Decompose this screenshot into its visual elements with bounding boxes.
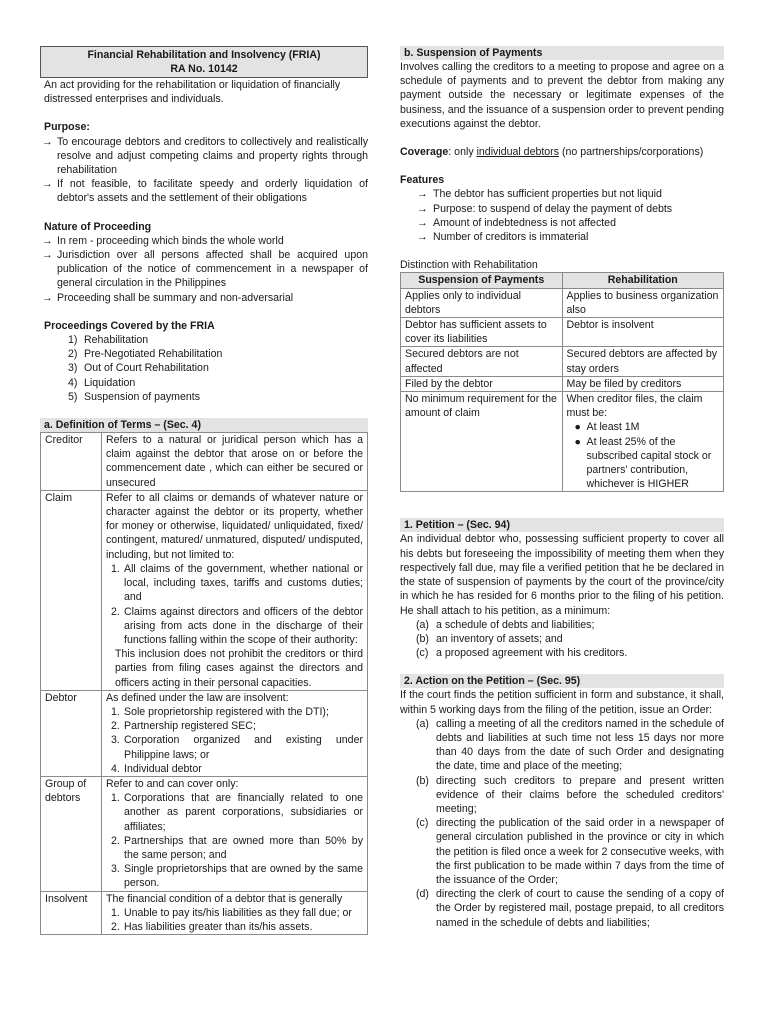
list-item: 1. Unable to pay its/his liabilities as they fall due; or	[111, 906, 352, 919]
list-item: → In rem - proceeding which binds the whole world	[42, 234, 284, 247]
list-item: 2. Has liabilities greater than its/his assets.	[111, 920, 313, 933]
bullet-icon: ●	[574, 421, 581, 434]
definitions-heading: a. Definition of Terms – (Sec. 4)	[40, 418, 368, 432]
coverage-line: Coverage: only individual debtors (no partnerships/corporations)	[400, 146, 704, 159]
left-column	[40, 46, 368, 935]
action-list	[400, 717, 724, 930]
arrow-icon: →	[417, 216, 428, 229]
definition-cell: Refer to and can cover only: 1. Corporations that are financially related to one another as parent corporations, subsidiaries or affiliates; 2. Partnerships that are owned more than 50% by the same person; and 3. Single proprietorships that are owned by the same person.	[102, 776, 368, 891]
list-item: 2. Claims against directors and officers of the debtor arising from acts done in the discharge of their functions falling within the scope of their authority:	[111, 605, 363, 646]
table-cell: Secured debtors are affected by stay orders	[562, 347, 724, 376]
arrow-icon: →	[42, 249, 53, 262]
proceedings-heading: Proceedings Covered by the FRIA	[44, 319, 215, 332]
arrow-icon: →	[417, 231, 428, 244]
list-item: → If not feasible, to facilitate speedy and orderly liquidation of debtor's assets and the settlement of their obligations	[42, 178, 368, 205]
table-row	[401, 318, 724, 347]
petition-text: An individual debtor who, possessing sufficient property to cover all his debts but foreseeing the impossibility of meeting them when they respectively fall due, may file a verified petition that he be declared in the state of suspension of payments by the court of the province/city in which he has resided for 6 months prior to the filing of his petition. He shall attach to his petition, as a minimum:	[400, 533, 724, 617]
table-row	[401, 288, 724, 317]
column-header: Suspension of Payments	[401, 273, 563, 288]
arrow-icon: →	[42, 178, 53, 191]
bullet-icon: ●	[574, 435, 581, 448]
arrow-icon: →	[42, 234, 53, 247]
list-item: 3) Out of Court Rehabilitation	[68, 362, 209, 375]
features-list	[400, 187, 724, 244]
list-item: 1) Rehabilitation	[68, 334, 149, 347]
table-row	[41, 433, 368, 491]
term-cell: Creditor	[41, 433, 102, 491]
list-item: (c) directing the publication of the said order in a newspaper of general circulation published in the province or city in which the petition is filed once a week for 2 consecutive weeks, with the first publication to be made within 7 days from the time of the issuance of the Order;	[416, 817, 724, 886]
table-header-row	[401, 273, 724, 288]
title-line-1: Financial Rehabilitation and Insolvency (FRIA)	[87, 49, 321, 61]
arrow-icon: →	[417, 202, 428, 215]
features-heading: Features	[400, 174, 445, 187]
list-item: 1. All claims of the government, whether national or local, including taxes, tariffs and customs duties; and	[111, 562, 363, 604]
list-item: (d) directing the clerk of court to cause the sending of a copy of the Order by registered mail, postage prepaid, to all creditors named in the schedule of debts and liabilities;	[416, 888, 724, 929]
list-item: → Proceeding shall be summary and non-adversarial	[42, 291, 294, 304]
list-item: → Amount of indebtedness is not affected	[417, 216, 616, 229]
term-cell: Claim	[41, 490, 102, 690]
claim-note: This inclusion does not prohibit the creditors or third parties from filing cases against the directors and officers acting in their personal capacities.	[115, 648, 363, 689]
table-cell: Debtor is insolvent	[562, 318, 724, 347]
table-row	[401, 376, 724, 391]
table-cell: Applies to business organization also	[562, 288, 724, 317]
action-heading: 2. Action on the Petition – (Sec. 95)	[400, 674, 724, 688]
list-item: (a) a schedule of debts and liabilities;	[416, 618, 595, 631]
list-item: (c) a proposed agreement with his creditors.	[416, 647, 628, 660]
title-line-2: RA No. 10142	[170, 63, 238, 75]
list-item: → The debtor has sufficient properties but not liquid	[417, 188, 662, 201]
action-text: If the court finds the petition sufficient in form and substance, it shall, within 5 working days from the filing of the petition, issue an Order:	[400, 689, 724, 716]
list-item: 1. Sole proprietorship registered with the DTI);	[111, 705, 329, 718]
table-row	[41, 891, 368, 935]
list-item: ● At least 1M	[574, 421, 640, 434]
list-item: 4) Liquidation	[68, 376, 136, 389]
list-item: (b) directing such creditors to prepare and present written evidence of their claims before the scheduled creditors' meeting;	[416, 774, 724, 815]
term-cell: Insolvent	[41, 891, 102, 935]
right-column	[400, 46, 724, 930]
definitions-table	[40, 432, 368, 935]
document-title	[40, 46, 368, 78]
list-item: (b) an inventory of assets; and	[416, 632, 563, 645]
petition-list	[400, 618, 724, 661]
table-row	[401, 347, 724, 376]
list-item: 2. Partnership registered SEC;	[111, 720, 256, 733]
list-item: 1. Corporations that are financially related to one another as parent corporations, subsidiaries or affiliates;	[111, 792, 363, 833]
table-cell: When creditor files, the claim must be: ● At least 1M ● At least 25% of the subscribed capital stock or partners' contribution, whichever is HIGHER	[562, 392, 724, 492]
list-item: 3. Single proprietorships that are owned by the same person.	[111, 863, 363, 890]
list-item: (a) calling a meeting of all the creditors named in the schedule of debts and liabilities at such time not less 15 days nor more than 40 days from the date of such Order and designating the date, time and place of the meeting;	[416, 717, 724, 773]
definition-cell: Refer to all claims or demands of whatever nature or character against the debtor or its property, whether for money or otherwise, liquidated/ unliquidated, fixed/ contingent, matured/ unmatured, disputed/ undisputed, including, but not limited to: 1. All claims of the government, whether national or local, including taxes, tariffs and customs duties; and 2. Claims against directors and officers of the debtor arising from acts done in the discharge of their functions falling within the scope of their authority: This inclusion does not prohibit the creditors or third parties from filing cases against the directors and officers acting in their personal capacities.	[102, 490, 368, 690]
list-item: 2. Partnerships that are owned more than 50% by the same person; and	[111, 834, 363, 861]
purpose-list	[40, 135, 368, 206]
arrow-icon: →	[42, 135, 53, 148]
list-item: ● At least 25% of the subscribed capital stock or partners' contribution, whichever is HIGHER	[574, 435, 712, 491]
distinction-table	[400, 272, 724, 492]
arrow-icon: →	[42, 291, 53, 304]
list-item: 5) Suspension of payments	[68, 390, 201, 403]
table-row	[41, 690, 368, 776]
purpose-heading: Purpose:	[44, 121, 90, 134]
table-cell: May be filed by creditors	[562, 376, 724, 391]
table-cell: No minimum requirement for the amount of claim	[401, 392, 563, 492]
table-row	[41, 490, 368, 690]
table-row	[41, 776, 368, 891]
nature-list	[40, 234, 368, 305]
nature-heading: Nature of Proceeding	[44, 220, 152, 233]
list-item: 3. Corporation organized and existing under Philippine laws; or	[111, 734, 363, 761]
table-cell: Debtor has sufficient assets to cover its liabilities	[401, 318, 563, 347]
term-cell: Debtor	[41, 690, 102, 776]
suspension-heading: b. Suspension of Payments	[400, 46, 724, 60]
list-item: → Purpose: to suspend of delay the payment of debts	[417, 202, 673, 215]
table-row	[401, 392, 724, 492]
definition-cell: The financial condition of a debtor that is generally 1. Unable to pay its/his liabilities as they fall due; or 2. Has liabilities greater than its/his assets.	[102, 891, 368, 935]
list-item: → Number of creditors is immaterial	[417, 231, 589, 244]
petition-heading: 1. Petition – (Sec. 94)	[400, 518, 724, 532]
list-item: 4. Individual debtor	[111, 762, 202, 775]
distinction-caption: Distinction with Rehabilitation	[400, 259, 538, 272]
table-cell: Applies only to individual debtors	[401, 288, 563, 317]
table-cell: Filed by the debtor	[401, 376, 563, 391]
definition-cell: Refers to a natural or juridical person which has a claim against the debtor that arose on or before the commencement date , which can either be secured or unsecured	[102, 433, 368, 491]
list-item: → Jurisdiction over all persons affected shall be acquired upon publication of the notice of commencement in a newspaper of general circulation in the Philippines	[42, 249, 368, 290]
proceedings-list	[40, 333, 368, 404]
list-item: → To encourage debtors and creditors to collectively and realistically resolve and adjust competing claims and property rights through rehabilitation	[42, 135, 368, 177]
column-header: Rehabilitation	[562, 273, 724, 288]
term-cell: Group of debtors	[41, 776, 102, 891]
table-cell: Secured debtors are not affected	[401, 347, 563, 376]
arrow-icon: →	[417, 188, 428, 201]
definition-cell: As defined under the law are insolvent: 1. Sole proprietorship registered with the DTI); 2. Partnership registered SEC; 3. Corporation organized and existing under Philippine laws; or 4. Individual debtor	[102, 690, 368, 776]
suspension-text: Involves calling the creditors to a meeting to propose and agree on a schedule of payments and to prevent the debtor from making any payment outside the necessary or legitimate expenses of the business, and the issuance of a suspension order to prevent pending executions against the debtor.	[400, 61, 724, 130]
list-item: 2) Pre-Negotiated Rehabilitation	[68, 348, 223, 361]
intro-text: An act providing for the rehabilitation or liquidation of financially distressed enterprises and individuals.	[44, 79, 341, 106]
